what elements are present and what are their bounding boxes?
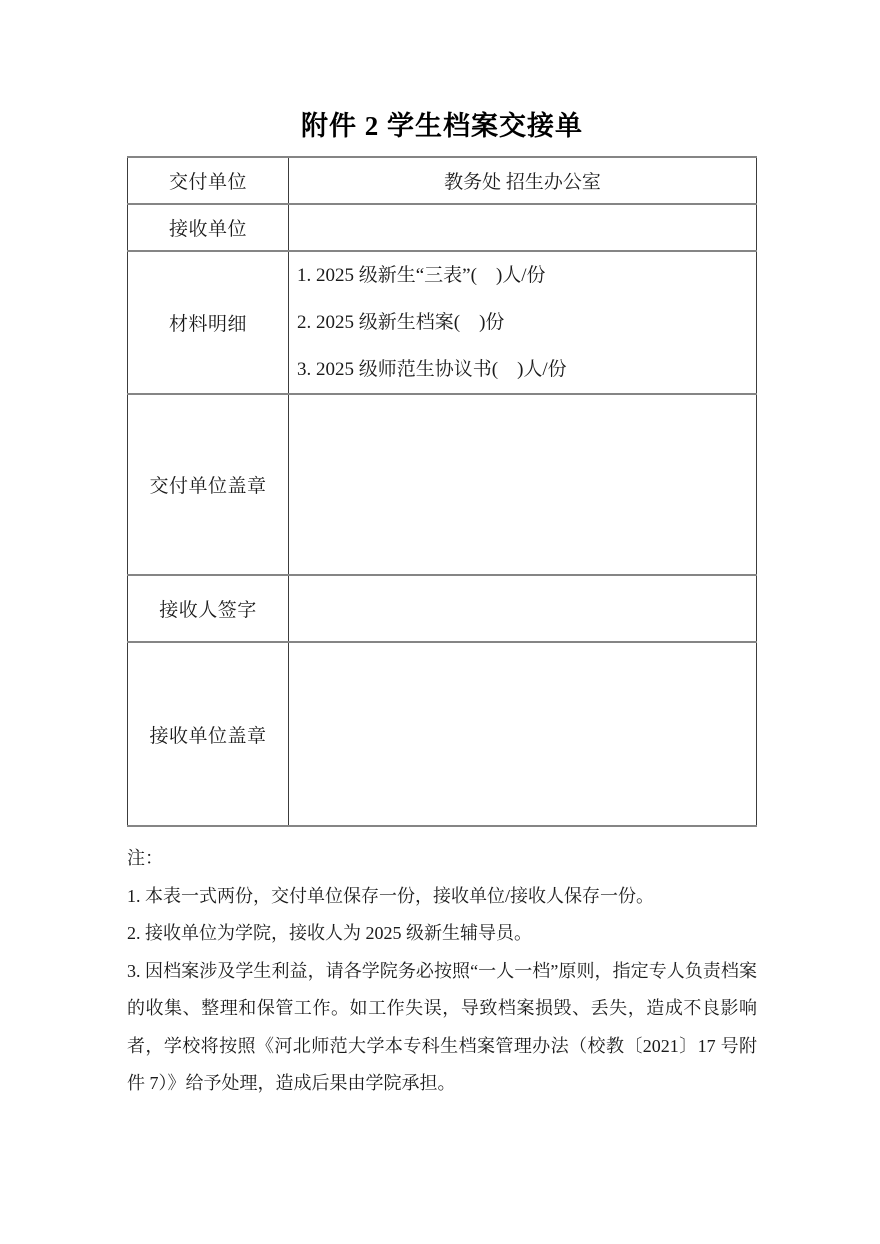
row-label-receiver-signature: 接收人签字 [128,575,289,642]
row-label-receiving-unit-seal: 接收单位盖章 [128,642,289,826]
cell-material-details [289,251,757,394]
table-row [128,204,757,251]
table-row [128,394,757,575]
material-item-2: 2. 2025 级新生档案( )份 [297,312,505,333]
material-item-1: 1. 2025 级新生“三表”( )人/份 [297,265,546,286]
notes-section [127,840,757,1103]
table-row [128,642,757,826]
note-item-2: 2. 接收单位为学院，接收人为 2025 级新生辅导员。 [127,923,532,943]
document-content [127,0,757,1103]
document-title: 附件 2 学生档案交接单 [301,111,583,141]
note-item-1: 1. 本表一式两份，交付单位保存一份，接收单位/接收人保存一份。 [127,885,654,906]
note-item-3: 3. 因档案涉及学生利益，请各学院务必按照“一人一档”原则，指定专人负责档案的收集、整理和保管工作。如工作失误，导致档案损毁、丢失，造成不良影响者，学校将按照《河北师范大学本专科生档案管理办法（校教〔2021〕17 号附件 7）》给予处理，造成后果由学院承担。 [127,960,757,1093]
cell-receiving-unit-blank [289,204,757,251]
row-label-delivering-unit-seal: 交付单位盖章 [128,394,289,575]
cell-delivering-unit-value: 教务处 招生办公室 [289,157,757,204]
cell-receiving-unit-seal-blank [289,642,757,826]
cell-delivering-unit-seal-blank [289,394,757,575]
handover-form-table [127,156,757,827]
row-label-material-details: 材料明细 [128,251,289,394]
row-label-delivering-unit: 交付单位 [128,157,289,204]
row-label-receiving-unit: 接收单位 [128,204,289,251]
material-item-3: 3. 2025 级师范生协议书( )人/份 [297,359,567,380]
cell-receiver-signature-blank [289,575,757,642]
table-row [128,157,757,204]
notes-heading: 注： [127,848,163,868]
table-row [128,575,757,642]
table-row [128,251,757,394]
